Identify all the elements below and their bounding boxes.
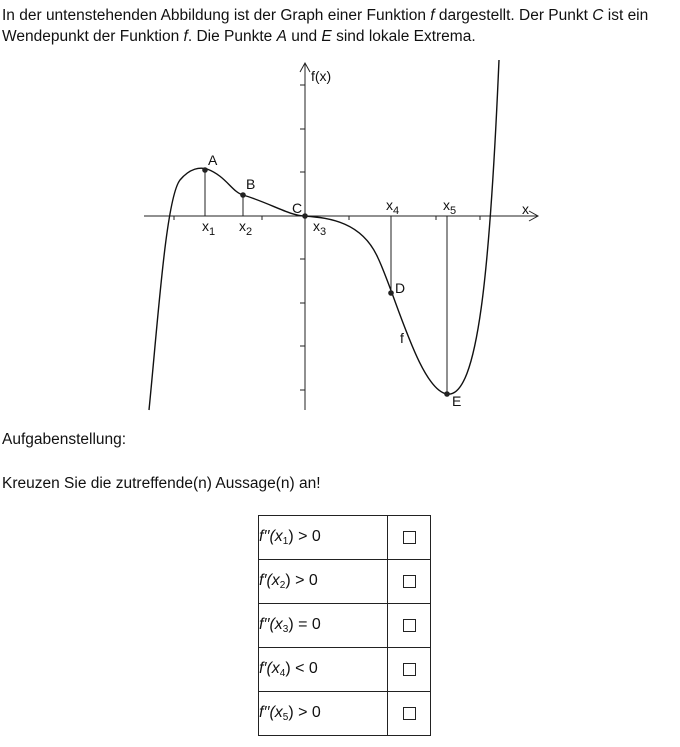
statement-text: $f''(x_1) > 0$ [259,516,388,560]
label-c: C [292,200,303,216]
intro-part: und [286,28,322,45]
x-marker-1: $x_1$ [202,218,216,238]
y-ticks [300,85,305,390]
intro-e: E [321,28,332,45]
statement-text: $f''(x_3) = 0$ [259,604,388,648]
statement-checkbox[interactable] [403,663,416,676]
statement-row [259,604,431,648]
statement-row [259,648,431,692]
point-b [240,192,246,198]
intro-part: ist ein Wendepunkt der Funktion [2,7,649,45]
statement-row [259,692,431,736]
label-e: E [452,393,462,409]
statement-row [259,560,431,604]
intro-part: In der untenstehenden Abbildung ist der Graph einer Funktion [2,7,431,24]
statement-checkbox[interactable] [403,531,416,544]
statement-text: $f'(x_2) > 0$ [259,560,388,604]
statements-table [258,515,431,736]
statement-checkbox[interactable] [403,619,416,632]
intro-part: . Die Punkte [187,28,277,45]
x-marker-5: $x_5$ [443,197,457,217]
label-b: B [246,176,256,192]
x-marker-3: $x_3$ [313,218,327,238]
intro-a: A [276,28,287,45]
statement-checkbox[interactable] [403,575,416,588]
function-graph [0,55,680,420]
intro-part: sind lokale Extrema. [331,28,476,45]
label-d: D [395,280,406,296]
intro-text [2,5,678,47]
intro-c: C [592,7,604,24]
curve-label: f [400,330,404,346]
statement-text: $f'(x_4) < 0$ [259,648,388,692]
statement-text: $f''(x_5) > 0$ [259,692,388,736]
label-a: A [208,152,218,168]
point-e [444,391,450,397]
intro-f: f [430,7,435,24]
x-marker-4: $x_4$ [386,197,400,217]
instruction-text: Kreuzen Sie die zutreffende(n) Aussage(n) an! [2,475,321,492]
point-a [202,167,208,173]
task-heading: Aufgabenstellung: [2,431,127,448]
x-marker-2: $x_2$ [239,218,253,238]
intro-f: f [183,28,188,45]
y-axis-label: f(x) [311,68,332,84]
statement-row [259,516,431,560]
statement-checkbox[interactable] [403,707,416,720]
x-axis-label: x [522,201,529,217]
point-d [388,290,394,296]
point-c [302,213,308,219]
intro-part: dargestellt. Der Punkt [434,7,593,24]
